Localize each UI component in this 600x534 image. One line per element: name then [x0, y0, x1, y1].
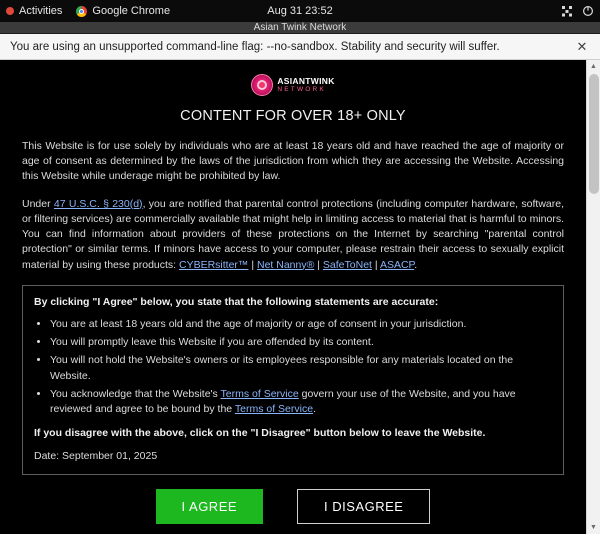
current-date: Date: September 01, 2025 [34, 449, 158, 462]
sep-1: | [248, 258, 257, 271]
item4-pre: You acknowledge that the Website's [50, 387, 221, 400]
agreement-list [34, 317, 552, 417]
disagree-note: If you disagree with the above, click on the "I Disagree" button below to leave the Website. [34, 427, 486, 440]
disagree-button[interactable]: I DISAGREE [297, 489, 430, 524]
terms-of-service-link-2[interactable]: Terms of Service [234, 403, 314, 416]
agree-button[interactable]: I AGREE [156, 489, 264, 524]
action-buttons [22, 489, 564, 524]
sep-3: | [371, 258, 380, 271]
window-titlebar[interactable] [0, 22, 600, 34]
scroll-up-icon[interactable]: ▲ [587, 60, 600, 73]
browser-window [0, 22, 600, 531]
chrome-icon [76, 6, 87, 17]
unsupported-flag-infobar [0, 34, 600, 60]
paragraph2-pre: Under [22, 197, 54, 210]
system-top-bar [0, 0, 600, 22]
paragraph2-post: , you are notified that parental control protections (including computer hardware, software, or filtering services) are commercially available that might help in limiting access to material that is harmful to minors. You can find information about providers of these protections on the Internet by searching "parental control protection" or similar terms. If minors have access to your computer, please restrain their access to sexually explicit material by using these products: [22, 197, 564, 271]
usc-link[interactable]: 47 U.S.C. § 230(d) [53, 197, 143, 210]
scrollbar-thumb[interactable] [589, 74, 599, 194]
list-item: • You are at least 18 years old and the age of majority or age of consent in your jurisdiction. [50, 317, 552, 332]
cybersitter-link[interactable]: CYBERsitter™ [179, 258, 249, 271]
page-title: CONTENT FOR OVER 18+ ONLY [180, 108, 406, 124]
netnanny-link[interactable]: Net Nanny® [257, 258, 315, 271]
logo-line1: ASIANTWINK [277, 76, 335, 86]
age-verification-page [0, 60, 586, 534]
app-menu-chrome[interactable] [76, 5, 170, 17]
activities-label: Activities [19, 5, 63, 17]
site-logo [22, 72, 564, 98]
sep-2: | [314, 258, 323, 271]
parental-controls-paragraph [22, 197, 564, 273]
power-icon [582, 5, 594, 17]
close-icon[interactable]: ✕ [576, 38, 588, 54]
vertical-scrollbar[interactable] [586, 60, 600, 534]
page-viewport [0, 60, 600, 534]
list-item: • You will promptly leave this Website if you are offended by its content. [50, 335, 552, 350]
age-statement-paragraph: This Website is for use solely by individuals who are at least 18 years old and have reached the age of majority or age of consent as determined by the laws of the jurisdiction from which they are accessing the Website. Accessing this Website while underage might be prohibited by law. [22, 140, 564, 183]
infobar-message: You are using an unsupported command-line flag: --no-sandbox. Stability and security will suffer. [10, 40, 500, 53]
logo-line2: NETWORK [277, 85, 326, 93]
agreement-box [22, 285, 564, 475]
scroll-down-icon[interactable]: ▼ [587, 521, 600, 534]
clock[interactable]: Aug 31 23:52 [267, 5, 333, 17]
activities-button[interactable] [6, 5, 62, 17]
item4-post: . [313, 403, 316, 416]
list-item [50, 387, 552, 417]
activities-dot-icon [6, 7, 14, 15]
item4-mid: govern your use of the Website, and you have reviewed and agree to be bound by the [50, 387, 516, 416]
period: . [414, 258, 418, 271]
list-item: • You will not hold the Website's owners or its employees responsible for any materials located on the Website. [50, 353, 552, 383]
system-status-area[interactable] [561, 5, 594, 17]
top-bar-left [6, 5, 170, 17]
network-icon [561, 5, 573, 17]
terms-of-service-link-1[interactable]: Terms of Service [220, 387, 299, 400]
safetonet-link[interactable]: SafeToNet [322, 258, 372, 271]
app-menu-label: Google Chrome [92, 5, 171, 17]
asacp-link[interactable]: ASACP [379, 258, 415, 271]
logo-mark-icon [251, 74, 273, 96]
agreement-lead: By clicking "I Agree" below, you state that the following statements are accurate: [34, 295, 439, 308]
window-title: Asian Twink Network [253, 22, 347, 33]
